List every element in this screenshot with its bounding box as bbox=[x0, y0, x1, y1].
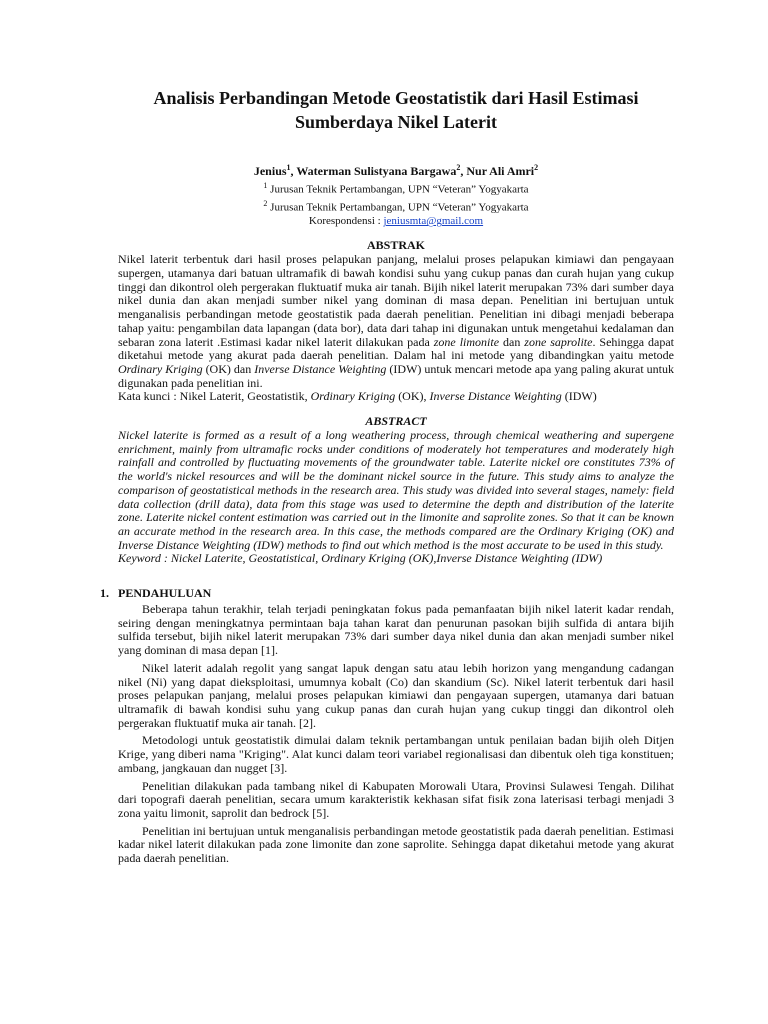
section-heading-pendahuluan bbox=[100, 586, 674, 601]
abstrak-part: Nikel laterit terbentuk dari hasil proses pelapukan panjang, melalui proses pelapukan kimiawi dan pengayaan supergen, utamanya dari batuan ultramafik di bawah kondisi suhu yang cukup panas dan curah hujan yang cukup tinggi dan dikontrol oleh pergerakan fluktuatif muka air tanah. Bijih nikel laterit merupakan 73% dari sumber daya nikel dunia dan akan menjadi sumber nikel yang dominan di masa depan. Penelitian ini bertujuan untuk menganalisis perbandingan metode geostatistik pada daerah penelitian. Penelitian ini dibagi menjadi beberapa tahap yaitu: pengambilan data lapangan (data bor), data dari tahap ini digunakan untuk mengetahui kedalaman dan sebaran zona laterit .Estimasi kadar nikel laterit dilakukan pada bbox=[118, 252, 674, 349]
section-title: PENDAHULUAN bbox=[118, 586, 212, 601]
kw-part: Kata kunci : Nikel Laterit, Geostatistik, bbox=[118, 389, 311, 404]
keyword-line: Keyword : Nickel Laterite, Geostatistical, Ordinary Kriging (OK),Inverse Distance Weighting (IDW) bbox=[118, 551, 603, 566]
author-name: Nur Ali Amri bbox=[466, 164, 535, 178]
body-paragraph: Penelitian ini bertujuan untuk menganalisis perbandingan metode geostatistik pada daerah penelitian. Estimasi kadar nikel laterit dilakukan pada zone limonite dan zone saprolite. Sehingga dapat diketahui metode yang akurat pada daerah penelitian. bbox=[118, 823, 674, 866]
kw-italic: Ordinary Kriging bbox=[310, 389, 396, 404]
body-paragraph: Beberapa tahun terakhir, telah terjadi peningkatan fokus pada pemanfaatan bijih nikel laterit kadar rendah, seiring dengan meningkatnya permintaan baja tahan karat dan penurunan pasokan bijih sulfida di antara bijih sulfida tersebut, bijih nikel laterit merupakan 73% dari sumber daya nikel dunia dan akan menjadi sumber nikel yang dominan di masa depan [1]. bbox=[118, 602, 674, 658]
abstrak-part: dan bbox=[499, 334, 525, 349]
section-body bbox=[118, 603, 674, 866]
abstrak-part: . Sehingga dapat diketahui metode yang akurat pada daerah penelitian. Dalam hal ini metode yang dibandingkan yaitu metode bbox=[118, 334, 674, 363]
affiliation-1 bbox=[118, 179, 674, 197]
affiliation-2 bbox=[118, 197, 674, 215]
affiliation-sup: 1 bbox=[263, 181, 268, 190]
author-list: Jenius$^1$, Waterman Sulistyana Bargawa$^2$, Nur Ali Amri$^2$ bbox=[253, 163, 539, 178]
affiliation-text: Jurusan Teknik Pertambangan, UPN “Veteran” Yogyakarta bbox=[270, 201, 529, 214]
correspondence-label: Korespondensi : bbox=[308, 215, 381, 228]
section-number: 1. bbox=[100, 586, 109, 601]
abstract-heading: ABSTRACT bbox=[365, 414, 427, 429]
abstract-text: Nickel laterite is formed as a result of a long weathering process, through chemical weathering and supergene enrichment, mainly from ultramafic rocks under conditions of moderately hot temperatures and moderately high rainfall and controlled by fluctuating movements of the groundwater table. Laterite nickel ore constitutes 73% of the world's nickel resources and will be the dominant nickel source in the future. This study aims to analyze the comparison of geostatistical methods in the research area. This study was divided into several stages, namely: field data collection (drill data), data from this stage was used to determine the depth and distribution of the laterite zone. Laterite nickel content estimation was carried out in the limonite and saprolite zones. So that it can be known an accurate method in the research area. In this case, the methods compared are the Ordinary Kriging (OK) and Inverse Distance Weighting (IDW) methods to find out which method is the most accurate to be used in this study. bbox=[118, 428, 674, 552]
body-paragraph: Nikel laterit adalah regolit yang sangat lapuk dengan satu atau lebih horizon yang mengandung cadangan nikel (Ni) yang dapat dieksploitasi, umumnya kobalt (Co) dan skandium (Sc). Nikel laterit terbentuk dari hasil proses pelapukan panjang, melalui proses pelapukan kimiawi dan pengayaan supergen, utamanya dari batuan ultramafik di bawah kondisi suhu yang cukup panas dan curah hujan yang cukup tinggi dan dikontrol oleh pergerakan fluktuatif muka air tanah. [2]. bbox=[118, 660, 674, 730]
kw-part: (OK), bbox=[395, 389, 430, 404]
kata-kunci bbox=[118, 390, 674, 404]
body-paragraph: Metodologi untuk geostatistik dimulai dalam teknik pertambangan untuk penilaian badan bijih oleh Ditjen Krige, yang diberi nama "Kriging". Alat kunci dalam teori variabel regionalisasi dan dibentuk oleh tiga konstituen; ambang, jangkauan dan nugget [3]. bbox=[118, 733, 674, 775]
affiliation-sup: 2 bbox=[263, 198, 268, 208]
kw-italic: Inverse Distance Weighting bbox=[429, 389, 562, 404]
abstrak-part: (IDW) untuk mencari metode apa yang paling akurat untuk digunakan pada penelitian ini. bbox=[118, 361, 674, 390]
email-link[interactable]: jeniusmta@gmail.com bbox=[383, 215, 484, 228]
author-name: Jenius bbox=[253, 164, 287, 178]
author-sup: 2 bbox=[534, 163, 539, 172]
body-paragraph: Penelitian dilakukan pada tambang nikel di Kabupaten Morowali Utara, Provinsi Sulawesi Tengah. Dilihat dari topografi daerah penelitian, secara umum karakteristik kekhasan sifat fisik zona laterisasi terbagi menjadi 3 zona yaitu limonit, saprolit dan bedrock [5]. bbox=[118, 778, 674, 820]
abstrak-heading: ABSTRAK bbox=[366, 238, 425, 253]
affiliation-text: Jurusan Teknik Pertambangan, UPN “Veteran” Yogyakarta bbox=[270, 183, 529, 196]
author-sup: 1 bbox=[286, 163, 291, 172]
kw-part: (IDW) bbox=[561, 389, 597, 404]
paper-title: Analisis Perbandingan Metode Geostatistik dari Hasil Estimasi Sumberdaya Nikel Laterit bbox=[153, 88, 639, 132]
author-name: Waterman Sulistyana Bargawa bbox=[296, 164, 457, 178]
correspondence bbox=[118, 214, 674, 228]
abstrak-italic: Ordinary Kriging bbox=[118, 361, 203, 376]
abstrak-italic: Inverse Distance Weighting bbox=[254, 361, 387, 376]
author-sup: 2 bbox=[456, 163, 461, 172]
abstrak-text bbox=[118, 253, 674, 390]
abstrak-italic: zone saprolite bbox=[524, 334, 593, 349]
abstrak-italic: zone limonite bbox=[433, 334, 500, 349]
abstrak-part: (OK) dan bbox=[202, 361, 255, 376]
